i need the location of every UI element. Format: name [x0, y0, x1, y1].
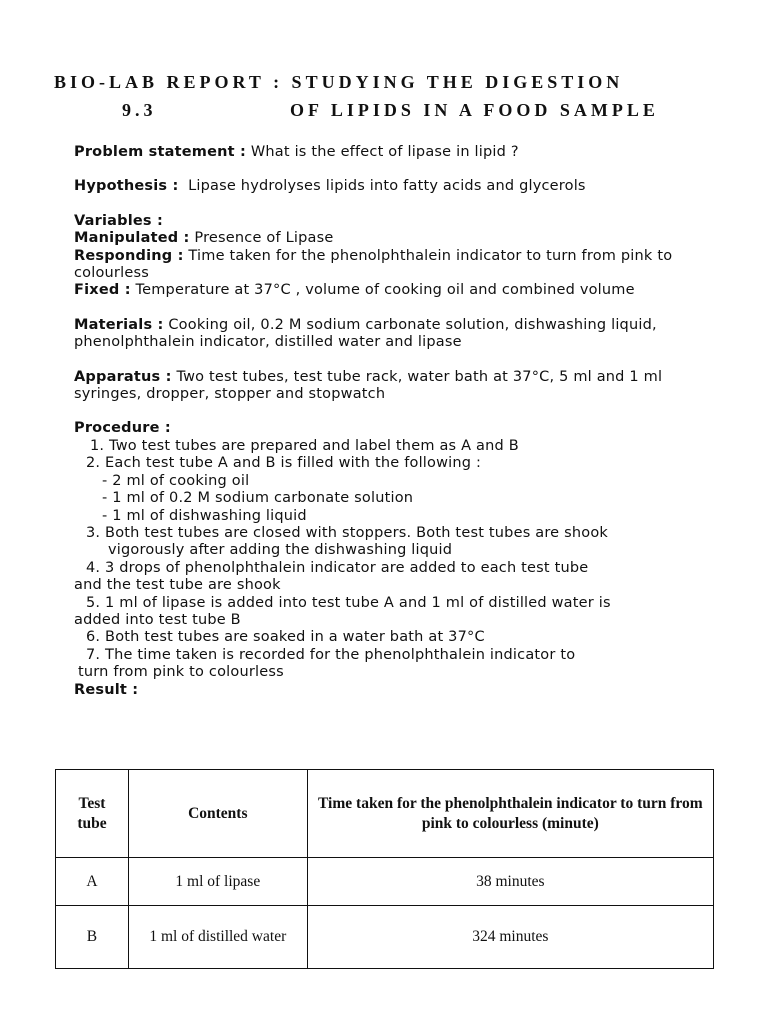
procedure-step-2: 2. Each test tube A and B is filled with the following : [86, 455, 482, 472]
title-line-2: OF LIPIDS IN A FOOD SAMPLE [290, 100, 659, 120]
fixed-variable: Fixed : Temperature at 37°C , volume of cooking oil and combined volume [74, 282, 635, 299]
procedure-step-5-cont: added into test tube B [74, 611, 241, 628]
cell-contents: 1 ml of distilled water [128, 906, 307, 969]
table-header-row [56, 770, 714, 858]
cell-time: 38 minutes [307, 858, 713, 906]
result-heading: Result : [74, 681, 139, 698]
title-line-1: BIO-LAB REPORT : STUDYING THE DIGESTION [54, 72, 624, 92]
hypothesis-text: Lipase hydrolyses lipids into fatty acids and glycerols [188, 178, 586, 195]
procedure-step-4: 4. 3 drops of phenolphthalein indicator are added to each test tube [86, 559, 589, 576]
procedure-step-2c: - 1 ml of dishwashing liquid [102, 507, 307, 524]
variables-heading: Variables : [74, 212, 163, 229]
problem-text: What is the effect of lipase in lipid ? [250, 144, 519, 160]
header-time-taken: Time taken for the phenolphthalein indicator to turn from pink to colourless (minute) [307, 770, 713, 858]
problem-statement [74, 144, 714, 161]
report-body [74, 144, 714, 699]
procedure-step-7: 7. The time taken is recorded for the phenolphthalein indicator to [86, 646, 576, 663]
cell-time: 324 minutes [307, 906, 713, 969]
cell-test-tube: A [56, 858, 129, 906]
apparatus-label: Apparatus : [74, 368, 172, 385]
materials-label: Materials : [74, 316, 164, 333]
apparatus [74, 369, 714, 404]
procedure-step-7-cont: turn from pink to colourless [78, 664, 284, 681]
hypothesis-label: Hypothesis : [74, 178, 179, 195]
procedure-step-6: 6. Both test tubes are soaked in a water bath at 37°C [86, 629, 485, 646]
procedure-step-3-cont: vigorously after adding the dishwashing liquid [108, 542, 453, 559]
procedure-step-2a: - 2 ml of cooking oil [102, 472, 250, 489]
title-number: 9.3 [122, 100, 157, 120]
results-table [55, 769, 714, 969]
manipulated-variable: Manipulated : Presence of Lipase [74, 230, 334, 247]
hypothesis [74, 178, 714, 195]
materials [74, 317, 714, 352]
header-contents: Contents [128, 770, 307, 858]
cell-contents: 1 ml of lipase [128, 858, 307, 906]
procedure-step-3: 3. Both test tubes are closed with stoppers. Both test tubes are shook [86, 524, 608, 541]
materials-text: Cooking oil, 0.2 M sodium carbonate solution, dishwashing liquid, phenolphthalein indicator, distilled water and lipase [74, 316, 657, 351]
table-row [56, 906, 714, 969]
procedure-step-1: 1. Two test tubes are prepared and label them as A and B [90, 437, 519, 454]
responding-variable: Responding : Time taken for the phenolphthalein indicator to turn from pink to colourless [74, 247, 673, 282]
apparatus-text: Two test tubes, test tube rack, water bath at 37°C, 5 ml and 1 ml syringes, dropper, stopper and stopwatch [74, 368, 663, 403]
procedure-heading: Procedure : [74, 420, 171, 437]
procedure-step-2b: - 1 ml of 0.2 M sodium carbonate solution [102, 490, 414, 507]
cell-test-tube: B [56, 906, 129, 969]
problem-label: Problem statement : [74, 144, 247, 160]
procedure-step-5: 5. 1 ml of lipase is added into test tube A and 1 ml of distilled water is [86, 594, 611, 611]
header-test-tube: Test tube [56, 770, 129, 858]
procedure-step-4-cont: and the test tube are shook [74, 577, 281, 594]
table-row [56, 858, 714, 906]
